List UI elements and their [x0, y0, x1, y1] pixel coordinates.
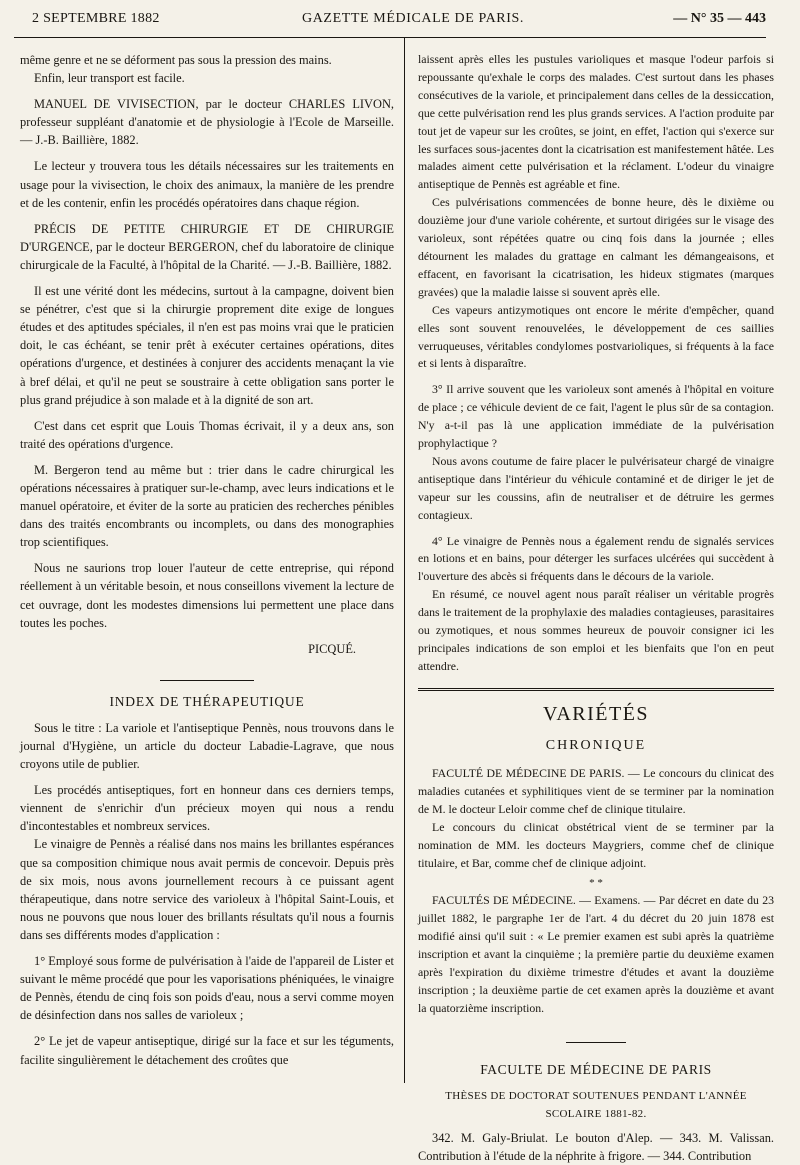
paragraph: 3° Il arrive souvent que les varioleux sont amenés à l'hôpital en voiture de place ; ce véhicule devient de ce fait, l'agent le plus sûr de sa contagion. N'y a-t-il pas là une application immédiate de la pulvérisation prophylactique ? — [418, 382, 774, 451]
paragraph: Sous le titre : La variole et l'antiseptique Pennès, nous trouvons dans le journal d'Hygiène, un article du docteur Labadie-Lagrave, que nous croyons utile de publier. — [20, 720, 394, 772]
section-heading: FACULTE DE MÉDECINE DE PARIS — [480, 1061, 712, 1077]
section-rule — [418, 688, 774, 691]
left-column — [20, 51, 394, 1069]
masthead: GAZETTE MÉDICALE DE PARIS. — [302, 11, 524, 26]
section-heading: VARIÉTÉS — [542, 702, 650, 725]
right-column — [418, 51, 774, 1165]
column-divider — [404, 38, 405, 1083]
paragraph: Enfin, leur transport est facile. — [34, 71, 185, 86]
paragraph: Le concours du clinicat obstétrical vient de se terminer par la nomination de MM. les docteurs Maygriers, comme chef de clinique titulaire, et Bar, comme chef de clinique adjoint. — [418, 819, 774, 870]
issue-date: 2 SEPTEMBRE 1882 — [32, 11, 160, 26]
paragraph: M. Bergeron tend au même but : trier dans le cadre chirurgical les opérations nécessaires à pratiquer sur-le-champ, avec leurs indications et le manuel opératoire, et éviter de la sorte au praticien des recherches pénibles dans des traités encombrants ou incomplets, ou dans des monographies trop scientifiques. — [20, 462, 394, 550]
paragraph: FACULTÉ DE MÉDECINE DE PARIS. — Le concours du clinicat des maladies cutanées et syphilitiques vient de se terminer par la nomination de M. le docteur Leloir comme chef de clinique titulaire. — [418, 766, 774, 816]
paragraph: Ces vapeurs antizymotiques ont encore le mérite d'empêcher, quand elles sont souvent renouvelées, le développement de ces saillies verruqueuses, véritables condylomes postvarioliques, si fréquents à la face et si lents à disparaître. — [418, 302, 774, 371]
paragraph: 4° Le vinaigre de Pennès nous a également rendu de signalés services en lotions et en bains, pour déterger les surfaces ulcérées qui succèdent à l'ouverture des abcès si fréquents dans le décours de la variole. — [418, 533, 774, 584]
paragraph: Le lecteur y trouvera tous les détails nécessaires sur les traitements en usage pour la vivisection, le choix des animaux, la manière de les prendre et de les contenir, enfin les procédés opératoires dans chaque région. — [20, 159, 394, 210]
signature: PICQUÉ. — [308, 641, 356, 656]
separator-stars: * * — [589, 877, 603, 890]
paragraph: Ces pulvérisations commencées de bonne heure, dès le dixième ou douzième jour d'une variole cohérente, et surtout dirigées sur le visage des varioleux, sont répétées quatre ou cinq fois dans la journée ; elles détournent les malades du grattage en calmant les démangeaisons, et effacent, en favorisant la cicatrisation, les hideux stigmates (marques gravées) que la maladie laisse si souvent après elle. — [418, 195, 774, 299]
section-rule — [160, 680, 254, 681]
subsection-heading: THÈSES DE DOCTORAT SOUTENUES PENDANT L'ANNÉE SCOLAIRE 1881-82. — [445, 1089, 747, 1120]
paragraph: 2° Le jet de vapeur antiseptique, dirigé sur la face et sur les téguments, facilite singulièrement le détachement des croûtes que — [20, 1034, 394, 1067]
section-rule — [566, 1042, 626, 1043]
paragraph: Le vinaigre de Pennès a réalisé dans nos mains les brillantes espérances que sa composition chimique nous avait permis de concevoir. Depuis près de six mois, nous avons journellement recours à ce puissant agent thérapeutique, dans notre service des varioleux à l'hôpital Saint-Louis, et nous ne pouvons que nous louer des brillants résultats qu'il nous a fournis dans ses différents modes d'application : — [20, 837, 394, 942]
page-header — [18, 0, 766, 36]
paragraph: Les procédés antiseptiques, fort en honneur dans ces derniers temps, viennent de s'enrichir d'un précieux moyen qui nous a rendu d'incontestables et nombreux services. — [20, 783, 394, 834]
paragraph: C'est dans cet esprit que Louis Thomas écrivait, il y a deux ans, son traité des opérations d'urgence. — [20, 418, 394, 451]
paragraph: Nous ne saurions trop louer l'auteur de cette entreprise, qui répond réellement à un véritable besoin, et nous conseillons vivement la lecture de cet ouvrage, dont les modestes dimensions lui permettent une place dans toutes les poches. — [20, 561, 394, 630]
paragraph: Nous avons coutume de faire placer le pulvérisateur chargé de vinaigre antiseptique dans l'intérieur du véhicule contaminé et de diriger le jet de vapeur sur les coussins, afin de neutraliser et de détruire les germes contagieux. — [418, 453, 774, 522]
paragraph: laissent après elles les pustules varioliques et masque l'odeur parfois si repoussante qu'exhale le corps des malades. C'est surtout dans les phases consécutives de la variole, et principalement dans celles de la dessiccation, que cette pulvérisation rend les plus grands services. A l'action produite par tout jet de vapeur sur les croûtes, se joint, en effet, l'action qui s'exerce sur les surfaces sous-jacentes dont la cicatrisation est manifestement hâtée. Les malades aiment cette pulvérisation et la réclament. L'odeur du vinaigre antiseptique de Pennès est agréable et fine. — [418, 52, 774, 192]
issue-number: — N° 35 — 443 — [673, 11, 766, 26]
paragraph: même genre et ne se déforment pas sous la pression des mains. — [20, 53, 332, 67]
paragraph: Il est une vérité dont les médecins, surtout à la campagne, doivent bien se pénétrer, c'est que si la chirurgie proprement dite exige de longues études et des aptitudes spéciales, il n'en est pas moins vrai que le praticien doit, le cas échéant, se tenir prêt à exécuter certaines opérations, dites opérations d'urgence, et destinées à conjurer des accidents menaçant la vie à bref délai, et qu'il ne peut se soustraire à cette obligation sans porter le plus grand préjudice à son malade et à la dignité de son art. — [20, 284, 394, 407]
paragraph: 1° Employé sous forme de pulvérisation à l'aide de l'appareil de Lister et suivant le même procédé que pour les vaporisations phéniquées, le vinaigre de Pennès, étendu de cinq fois son poids d'eau, nous a servi comme moyen de désinfection dans nos salles de varioleux ; — [20, 954, 395, 1023]
book-entry: MANUEL DE VIVISECTION, par le docteur CHARLES LIVON, professeur suppléant d'anatomie et de physiologie à l'Ecole de Marseille. — J.-B. Baillière, 1882. — [20, 97, 394, 148]
paragraph: FACULTÉS DE MÉDECINE. — Examens. — Par décret en date du 23 juillet 1882, le pargraphe 1er de l'art. 4 du décret du 20 juin 1878 est modifié ainsi qu'il suit : « Le premier examen est subi après la quatrième inscription et avant la cinquième ; la première partie du deuxième examen après l'expiration du dixième trimestre d'études et avant la douzième inscription ; la deuxième partie de cet examen après la douzième et avant la quatorzième inscription. — [418, 893, 774, 1015]
subsection-heading: CHRONIQUE — [545, 737, 647, 753]
paragraph: En résumé, ce nouvel agent nous paraît réaliser un véritable progrès dans le traitement de la prophylaxie des maladies contagieuses, parasitaires ou zymotiques, et nous sommes heureux de pouvoir consigner ici les principales indications de son emploi et les bienfaits que l'on en peut attendre. — [418, 587, 774, 673]
book-entry: PRÉCIS DE PETITE CHIRURGIE ET DE CHIRURGIE D'URGENCE, par le docteur BERGERON, chef du laboratoire de clinique chirurgicale de la Faculté, à l'hôpital de la Charité. — J.-B. Baillière, 1882. — [20, 221, 394, 272]
section-heading: INDEX DE THÉRAPEUTIQUE — [109, 693, 305, 709]
paragraph: 342. M. Galy-Briulat. Le bouton d'Alep. — 343. M. Valissan. Contribution à l'étude de la néphrite à frigore. — 344. Contribution — [418, 1131, 774, 1164]
header-rule — [14, 37, 766, 38]
